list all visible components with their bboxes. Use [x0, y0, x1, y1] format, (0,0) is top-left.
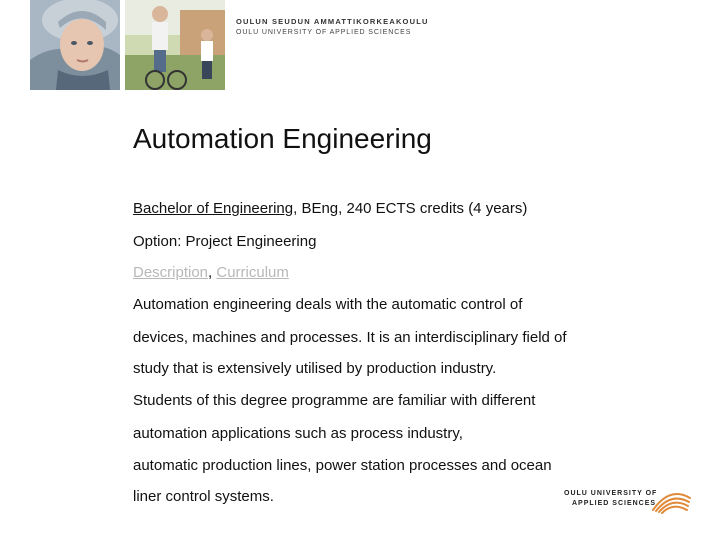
header-logo	[236, 16, 429, 38]
header-logo-line1: OULUN SEUDUN AMMATTIKORKEAKOULU	[236, 17, 429, 26]
paragraph-line: devices, machines and processes. It is an interdisciplinary field of	[133, 329, 567, 346]
footer-logo	[564, 489, 657, 509]
header-photo-woman	[30, 0, 120, 90]
paragraph-line: study that is extensively utilised by production industry.	[133, 360, 497, 377]
curriculum-link[interactable]: Curriculum	[216, 264, 289, 281]
links-line	[133, 264, 289, 281]
paragraph-line: liner control systems.	[133, 488, 274, 505]
header-photo-students	[125, 0, 225, 90]
footer-logo-line1: OULU UNIVERSITY OF	[564, 490, 658, 497]
degree-line	[133, 200, 527, 217]
paragraph-line: automation applications such as process industry,	[133, 425, 463, 442]
footer-logo-line2: APPLIED SCIENCES	[572, 500, 657, 507]
fan-logo-icon	[650, 484, 692, 519]
header-logo-line2: OULU UNIVERSITY OF APPLIED SCIENCES	[236, 29, 412, 36]
degree-details: , BEng, 240 ECTS credits (4 years)	[293, 200, 528, 217]
paragraph-line: automatic production lines, power station processes and ocean	[133, 457, 552, 474]
link-separator: ,	[208, 264, 217, 281]
page-title: Automation Engineering	[133, 123, 432, 154]
option-line: Option: Project Engineering	[133, 233, 317, 250]
paragraph-line: Automation engineering deals with the automatic control of	[133, 296, 523, 313]
description-link[interactable]: Description	[133, 264, 209, 281]
degree-link[interactable]: Bachelor of Engineering	[133, 200, 294, 217]
paragraph-line: Students of this degree programme are familiar with different	[133, 392, 536, 409]
